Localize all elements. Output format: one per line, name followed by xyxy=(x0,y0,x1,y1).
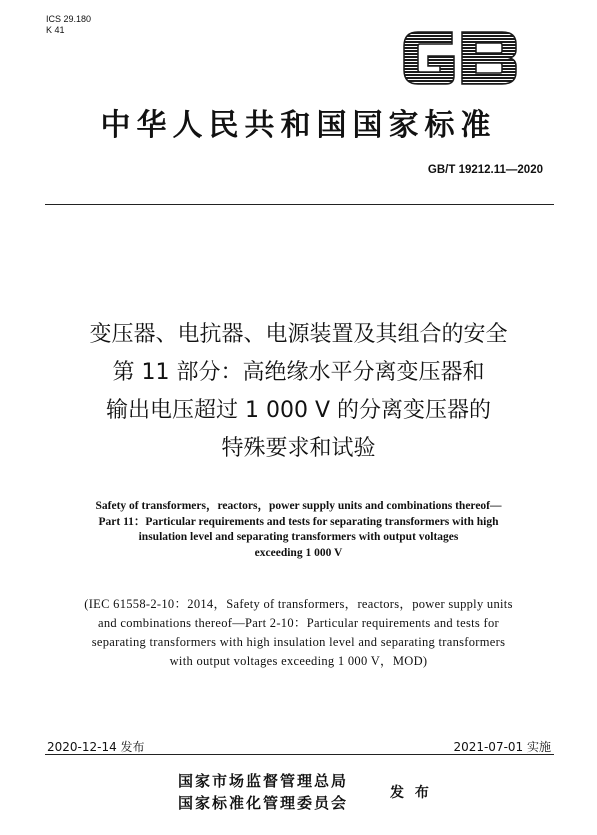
issue-label: 发 布 xyxy=(390,785,429,801)
gb-logo-icon xyxy=(398,26,522,90)
iec-reference xyxy=(30,595,567,671)
issue-date: 2020-12-14 发布 xyxy=(47,740,145,754)
english-title-line: insulation level and separating transformers with output voltages xyxy=(138,531,459,543)
ics-code: ICS 29.180 xyxy=(46,14,92,24)
english-title-line: Safety of transformers，reactors，power supply units and combinations thereof— xyxy=(95,500,502,512)
issuing-authorities xyxy=(178,770,348,814)
english-title xyxy=(30,499,567,561)
chinese-title-line: 第 11 部分：高绝缘水平分离变压器和 xyxy=(112,360,485,385)
top-divider xyxy=(45,204,554,205)
chinese-title-line: 变压器、电抗器、电源装置及其组合的安全 xyxy=(89,322,508,347)
national-standard-heading: 中华人民共和国国家标准 xyxy=(100,108,497,143)
chinese-title xyxy=(30,316,567,468)
chinese-title-line: 输出电压超过 1 000 V 的分离变压器的 xyxy=(105,398,491,423)
implementation-date: 2021-07-01 实施 xyxy=(453,740,551,754)
iec-reference-line: with output voltages exceeding 1 000 V，MOD) xyxy=(169,654,428,668)
iec-reference-line: separating transformers with high insulation level and separating transformers xyxy=(91,635,506,649)
iec-reference-line: and combinations thereof—Part 2-10：Particular requirements and tests for xyxy=(97,616,499,630)
issuer-name: 国家标准化管理委员会 xyxy=(178,794,349,812)
english-title-line: exceeding 1 000 V xyxy=(254,546,343,559)
english-title-line: Part 11：Particular requirements and tests for separating transformers with high xyxy=(98,515,499,528)
bottom-divider xyxy=(45,754,554,755)
standard-number: GB/T 19212.11—2020 xyxy=(427,164,543,176)
ccs-code: K 41 xyxy=(46,25,65,35)
chinese-title-line: 特殊要求和试验 xyxy=(221,436,376,461)
iec-reference-line: (IEC 61558-2-10：2014，Safety of transformers，reactors，power supply units xyxy=(84,597,513,611)
issuer-name: 国家市场监督管理总局 xyxy=(178,772,349,790)
